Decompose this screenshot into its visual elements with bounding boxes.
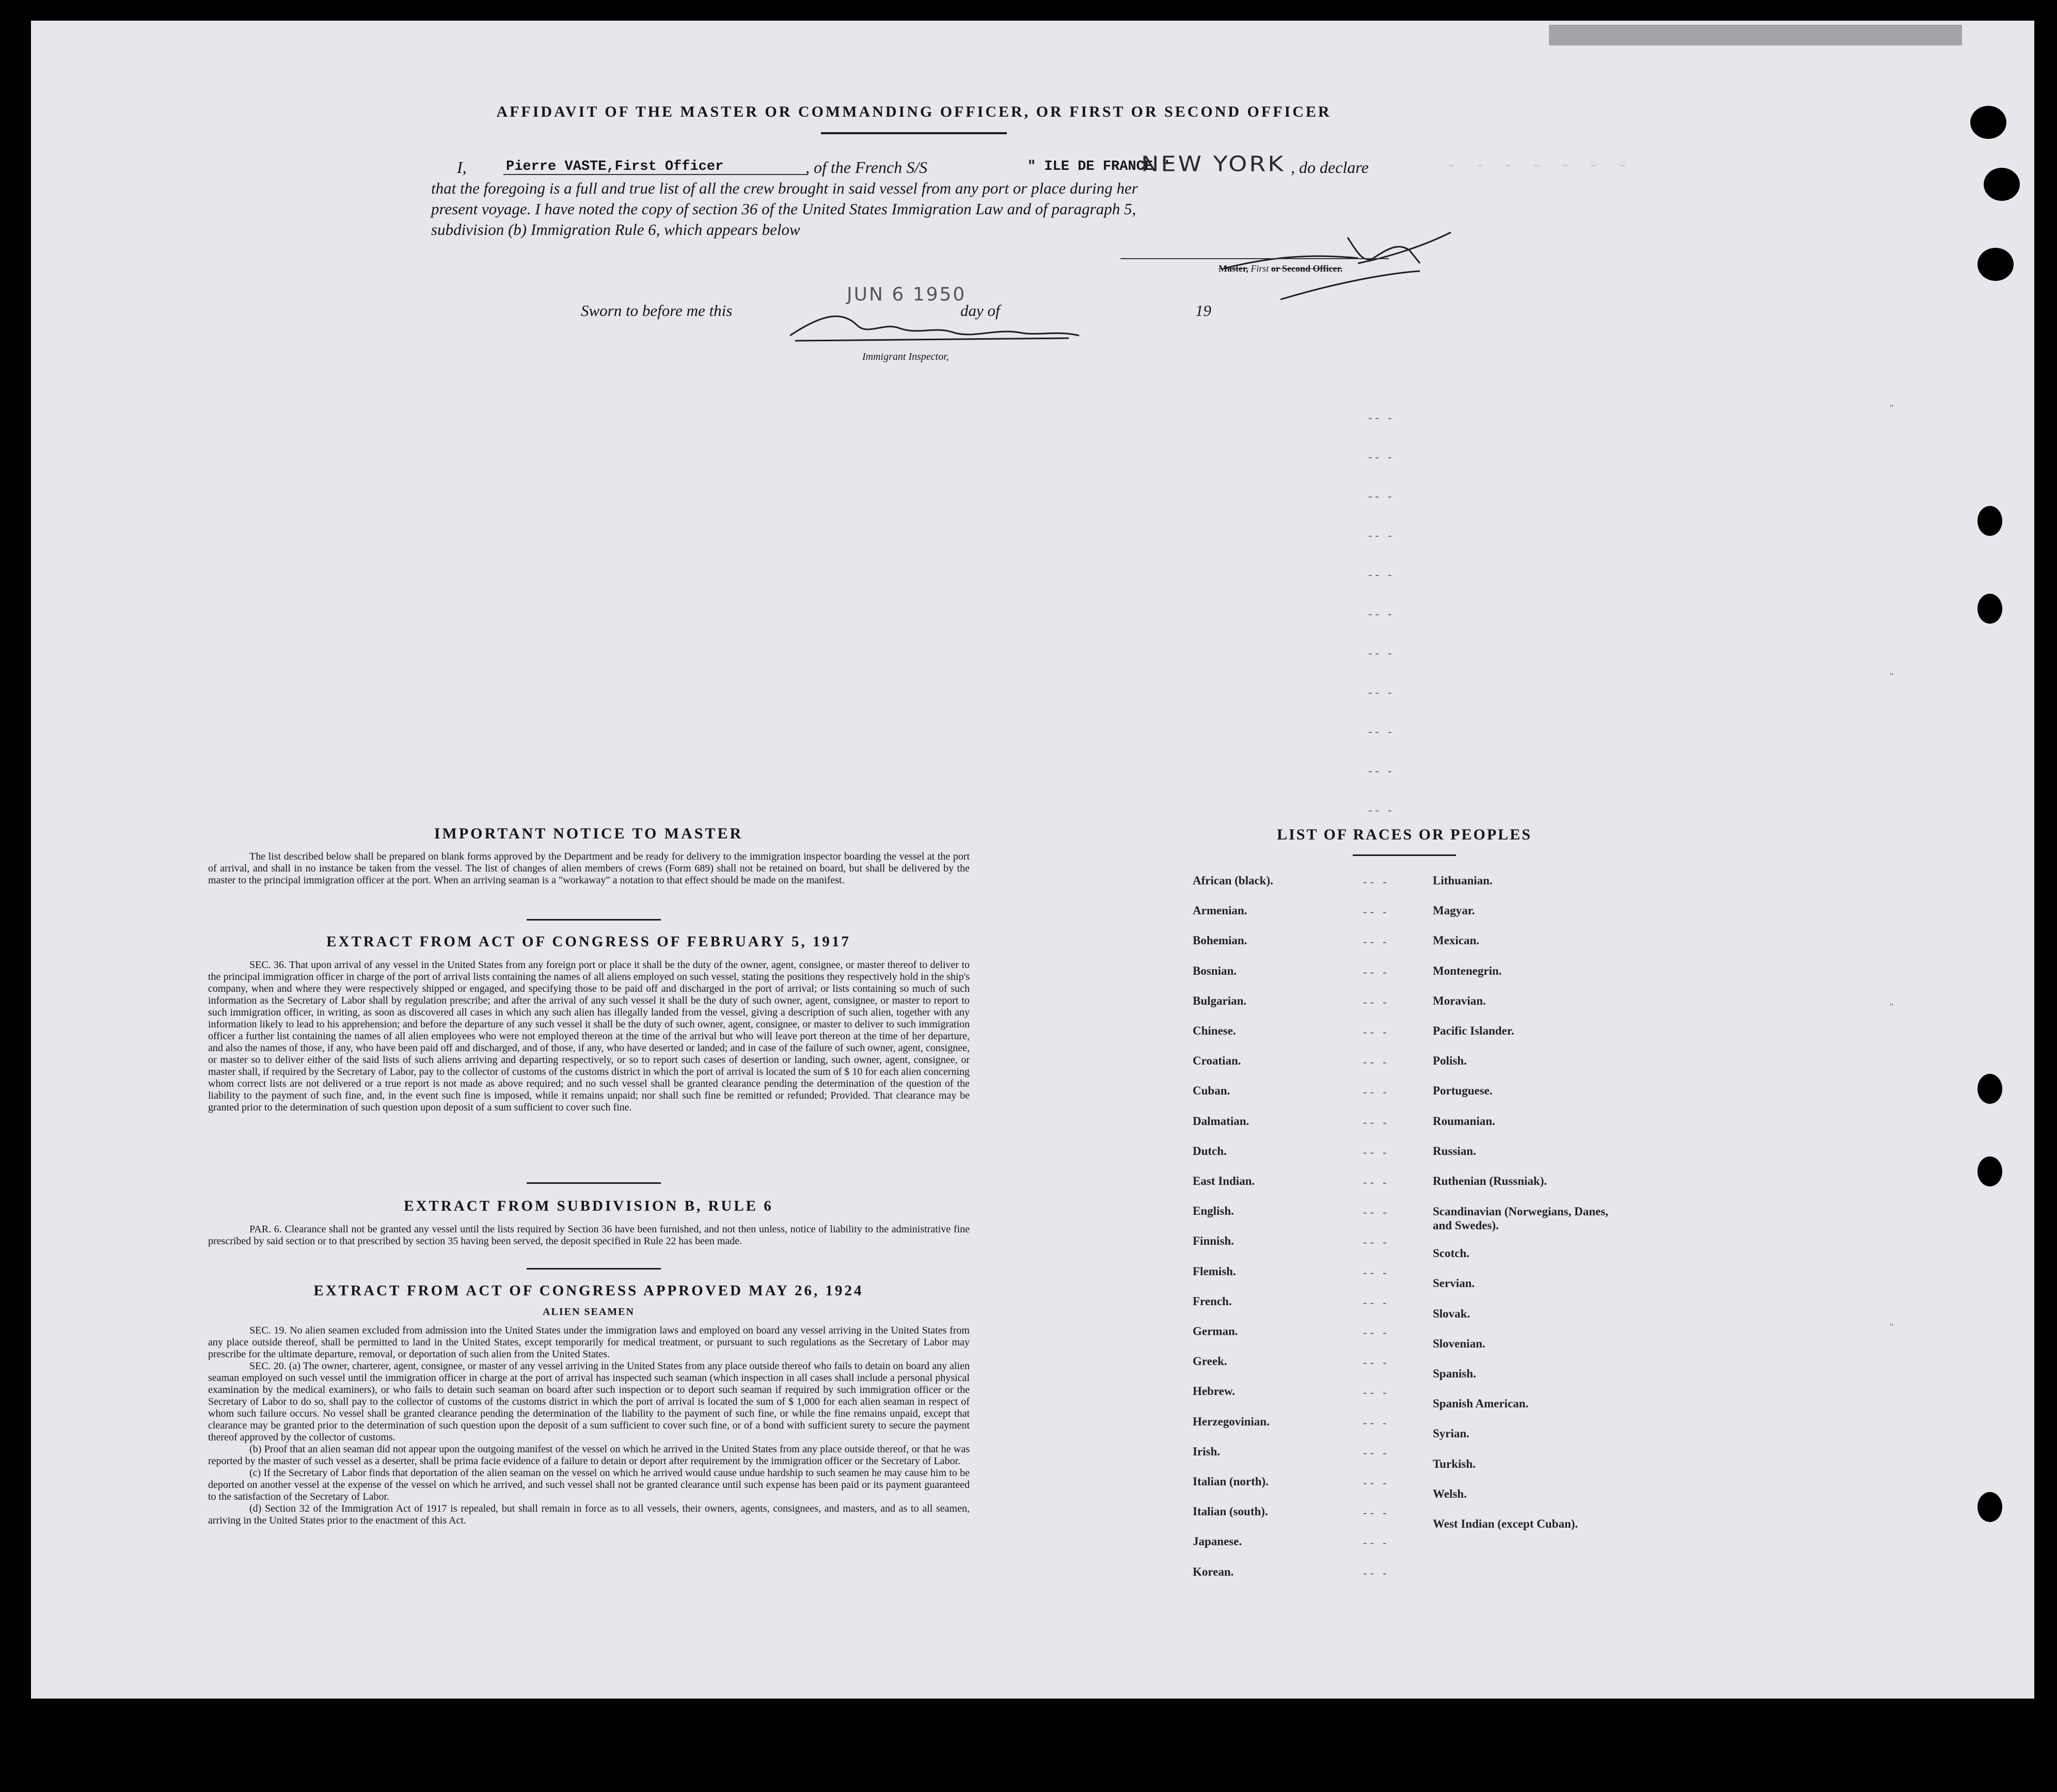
ditto-mark: " xyxy=(1890,1322,1894,1332)
race-dash: -- - xyxy=(1363,905,1390,918)
extract-1924-subtitle: ALIEN SEAMEN xyxy=(543,1306,635,1318)
race-dash: -- - xyxy=(1363,1446,1390,1459)
row-dash: -- - xyxy=(1368,607,1395,620)
race-item: Cuban. xyxy=(1193,1084,1230,1098)
race-item: Syrian. xyxy=(1433,1427,1469,1440)
race-dash: -- - xyxy=(1363,1386,1390,1399)
race-item: French. xyxy=(1193,1294,1232,1308)
race-item: Mexican. xyxy=(1433,934,1480,947)
race-item: Turkish. xyxy=(1433,1457,1476,1470)
race-item: West Indian (except Cuban). xyxy=(1433,1517,1578,1530)
sec20b-body: (b) Proof that an alien seaman did not appear upon the outgoing manifest of the vessel on which he arrived in the United States from any place outside thereof, or that he was reported by the master of such vessel as a deserter, shall be prima facie evidence of a failure to detain or deport after requirement by the immigration officer or the Secretary of Labor. xyxy=(208,1444,970,1467)
race-item: Slovak. xyxy=(1433,1307,1470,1320)
race-dash: -- - xyxy=(1363,1055,1390,1069)
binder-hole xyxy=(1977,248,2014,281)
binder-hole xyxy=(1977,506,2002,536)
races-title-underline xyxy=(1353,854,1456,856)
affidavit-line2: that the foregoing is a full and true list of all the crew brought in said vessel from any port or place during her xyxy=(431,179,1138,197)
affidavit-line1-mid: , of the French S/S xyxy=(805,158,928,177)
race-dash: -- - xyxy=(1363,1085,1390,1099)
race-item: Ruthenian (Russniak). xyxy=(1433,1175,1547,1187)
race-dash: -- - xyxy=(1363,1235,1390,1249)
race-dash: -- - xyxy=(1363,1145,1390,1159)
race-item: Finnish. xyxy=(1193,1234,1234,1248)
race-item: Magyar. xyxy=(1433,904,1475,917)
day-of-text: day of xyxy=(960,302,1000,320)
sworn-text: Sworn to before me this xyxy=(581,302,733,320)
name-underline xyxy=(503,174,808,175)
inspector-signature xyxy=(780,305,1089,351)
inspector-caption: Immigrant Inspector, xyxy=(862,351,949,362)
section-divider xyxy=(527,1268,661,1270)
date-stamp: JUN 6 1950 xyxy=(847,284,967,305)
extract-1917-title: EXTRACT FROM ACT OF CONGRESS OF FEBRUARY 5, 1917 xyxy=(326,933,851,950)
race-dash: -- - xyxy=(1363,1536,1390,1549)
race-item: Italian (south). xyxy=(1193,1505,1268,1518)
race-item: Greek. xyxy=(1193,1355,1227,1368)
row-dash: -- - xyxy=(1368,411,1395,424)
sec19-body: SEC. 19. No alien seamen excluded from admission into the United States under the immigration laws and employed on board any vessel arriving in the United States from any place outside thereof, shall be permitted to land in the United States, except temporarily for medical treatment, or pursuant to such regulations as the Secretary of Labor may prescribe for the ultimate departure, removal, or deportation of such alien from the United States. xyxy=(208,1325,970,1360)
extract-1917-body: SEC. 36. That upon arrival of any vessel in the United States from any foreign port or place it shall be the duty of the owner, agent, consignee, or master thereof to deliver to the principal immigration officer in charge of the port of arrival lists containing the names of all aliens employed on such vessel, stating the positions they respectively hold in the ship's company, when and where they were respectively shipped or engaged, and specifying those to be paid off and discharged in the port of arrival; or lists containing so much of such information as the Secretary of Labor shall by regulation prescribe; and after the arrival of any such vessel it shall be the duty of such owner, agent, consignee, or master to report to such immigration officer, in writing, as soon as discovered all cases in which any such alien has illegally landed from the vessel, giving a description of such alien, together with any information likely to lead to his apprehension; and before the departure of any such vessel it shall be the duty of such owner, agent, consignee, or master to deliver to such immigration officer a further list containing the names of all alien employees who were not employed thereon at the time of the arrival but who will leave port thereon at the time of her departure, and also the names of those, if any, who have been paid off and discharged, and of those, if any, who have deserted or landed; and in case of the failure of such owner, agent, consignee, or master so to deliver either of the said lists of such aliens arriving and departing respectively, or so to report such cases of desertion or landing, such owner, agent, consignee, or master shall, if required by the Secretary of Labor, pay to the collector of customs of the customs district in which the port of arrival is located the sum of $ 10 for each alien concerning whom correct lists are not delivered or a true report is not made as above required; and no such vessel shall be granted clearance pending the determination of the question of the liability to the payment of such fine, and, in the event such fine is imposed, while it remains unpaid; nor shall such fine be remitted or refunded; Provided. That clearance may be granted prior to the determination of such question upon deposit of a sum sufficient to cover such fine. xyxy=(208,959,970,1113)
race-item: Spanish American. xyxy=(1433,1397,1529,1410)
race-dash: -- - xyxy=(1363,1476,1390,1489)
ditto-mark: " xyxy=(1890,403,1894,413)
affidavit-line4: subdivision (b) Immigration Rule 6, which appears below xyxy=(431,220,800,239)
race-dash: -- - xyxy=(1363,1416,1390,1429)
race-item: East Indian. xyxy=(1193,1175,1255,1187)
race-dash: -- - xyxy=(1363,995,1390,1008)
ditto-mark: " xyxy=(1890,1002,1894,1012)
race-item: Pacific Islander. xyxy=(1433,1024,1514,1037)
race-dash: -- - xyxy=(1363,965,1390,978)
notice-title: IMPORTANT NOTICE TO MASTER xyxy=(434,825,743,842)
race-item: Montenegrin. xyxy=(1433,964,1502,977)
race-item: English. xyxy=(1193,1204,1234,1218)
race-item: Scandinavian (Norwegians, Danes, and Swedes). xyxy=(1433,1205,1608,1232)
binder-hole xyxy=(1970,106,2006,139)
row-dash: -- - xyxy=(1368,803,1395,816)
row-dash: -- - xyxy=(1368,489,1395,502)
race-item: Croatian. xyxy=(1193,1054,1241,1068)
sec20a-body: SEC. 20. (a) The owner, charterer, agent, consignee, or master of any vessel arriving in the United States from any place outside thereof who fails to detain on board any alien seaman employed on such vessel until the immigration officer in charge at the port of arrival has inspected such seaman (which inspection in all cases shall include a personal physical examination by the medical examiners), or who fails to detain such seaman on board after such inspection or to deport such seaman if required by such immigration officer or the Secretary of Labor to do so, shall pay to the collector of customs of the customs district in which the port of arrival is located the sum of $ 1,000 for each alien seaman in respect of whom such failure occurs. No vessel shall be granted clearance pending the determination of the liability to the payment of such fine, or while the fine remains unpaid, except that clearance may be granted prior to the determination of such question upon the deposit of a sum sufficient to cover such fine, or of a bond with sufficient surety to secure the payment thereof approved by the collector of customs. xyxy=(208,1360,970,1443)
race-item: Hebrew. xyxy=(1193,1385,1235,1398)
race-dash: -- - xyxy=(1363,1506,1390,1519)
sec20d-body: (d) Section 32 of the Immigration Act of 1917 is repealed, but shall remain in force as to all vessels, their owners, agents, consignees, and masters, and as to all seamen, arriving in the United States prior to the enactment of this Act. xyxy=(208,1503,970,1526)
race-item: Dalmatian. xyxy=(1193,1114,1249,1128)
races-title: LIST OF RACES OR PEOPLES xyxy=(1277,826,1532,843)
race-item: Chinese. xyxy=(1193,1024,1236,1037)
extract-1924-block xyxy=(208,1325,970,1527)
race-dash: -- - xyxy=(1363,1326,1390,1339)
ditto-mark: " xyxy=(1890,671,1894,681)
race-item: Bohemian. xyxy=(1193,934,1247,947)
race-item: Scotch. xyxy=(1433,1247,1469,1260)
vessel-name-typed: " ILE DE FRANCE " xyxy=(1027,159,1170,175)
race-item: Bulgarian. xyxy=(1193,994,1247,1007)
section-divider xyxy=(527,1182,661,1184)
race-dash: -- - xyxy=(1363,935,1390,948)
row-dash: -- - xyxy=(1368,568,1395,581)
extract-1924-title: EXTRACT FROM ACT OF CONGRESS APPROVED MAY 26, 1924 xyxy=(313,1282,864,1299)
race-item: Polish. xyxy=(1433,1054,1467,1068)
race-item: African (black). xyxy=(1193,874,1273,887)
caption-first: First xyxy=(1251,263,1269,274)
affidavit-line3: present voyage. I have noted the copy of section 36 of the United States Immigration Law and of paragraph 5, xyxy=(431,200,1136,218)
subdivision-b-body: PAR. 6. Clearance shall not be granted any vessel until the lists required by Section 36 have been furnished, and not then unless, notice of liability to the administrative fine prescribed by said section or to that prescribed by section 35 having been served, the deposit specified in Rule 22 has been made. xyxy=(208,1224,970,1247)
race-dash: -- - xyxy=(1363,1566,1390,1579)
title-underline xyxy=(821,132,1007,134)
binder-hole xyxy=(1977,1074,2002,1104)
row-dash: -- - xyxy=(1368,725,1395,738)
sec20c-body: (c) If the Secretary of Labor finds that deportation of the alien seaman on the vessel on which he arrived would cause undue hardship to such seamen he may cause him to be deported on another vessel at the expense of the vessel on which he arrived, and such vessel shall not be granted clearance until such expense has been paid or its payment guaranteed to the satisfaction of the Secretary of Labor. xyxy=(208,1467,970,1502)
caption-struck-master: Master, xyxy=(1219,263,1248,274)
row-dash: -- - xyxy=(1368,529,1395,542)
row-dash: -- - xyxy=(1368,764,1395,777)
row-dash: -- - xyxy=(1368,646,1395,659)
race-item: Spanish. xyxy=(1433,1367,1476,1380)
row-dash: -- - xyxy=(1368,450,1395,463)
binder-hole xyxy=(1984,168,2020,201)
race-item: Russian. xyxy=(1433,1144,1476,1157)
binder-hole xyxy=(1977,594,2002,624)
race-dash: -- - xyxy=(1363,1206,1390,1219)
officer-caption xyxy=(1219,263,1342,274)
race-dash: -- - xyxy=(1363,1025,1390,1038)
scan-smudge xyxy=(1549,25,1962,45)
subdivision-b-block xyxy=(208,1224,970,1247)
affidavit-title: AFFIDAVIT OF THE MASTER OR COMMANDING OFFICER, OR FIRST OR SECOND OFFICER xyxy=(496,103,1332,120)
extract-1917-block xyxy=(208,959,970,1114)
race-dash: -- - xyxy=(1363,1265,1390,1279)
row-dash: -- - xyxy=(1368,686,1395,699)
race-item: Flemish. xyxy=(1193,1264,1236,1278)
port-stamp: NEW YORK xyxy=(1141,151,1286,177)
binder-hole xyxy=(1977,1156,2002,1186)
section-divider xyxy=(527,919,661,921)
notice-body-block xyxy=(208,851,970,886)
race-item: Moravian. xyxy=(1433,994,1486,1007)
race-item: Korean. xyxy=(1193,1565,1234,1578)
race-item: Bosnian. xyxy=(1193,964,1237,977)
race-item: Lithuanian. xyxy=(1433,874,1493,887)
race-dash: -- - xyxy=(1363,1356,1390,1369)
show-through-text: - - - - - - - xyxy=(1446,155,1631,176)
race-item: Slovenian. xyxy=(1433,1337,1485,1350)
affidavit-line1-end: , do declare xyxy=(1291,158,1369,177)
race-item: Irish. xyxy=(1193,1445,1221,1458)
race-dash: -- - xyxy=(1363,1295,1390,1309)
race-item: Welsh. xyxy=(1433,1487,1467,1500)
signature-line xyxy=(1120,258,1389,259)
race-item: Servian. xyxy=(1433,1277,1475,1290)
year-prefix: 19 xyxy=(1195,302,1211,320)
race-item: German. xyxy=(1193,1325,1238,1338)
race-item: Armenian. xyxy=(1193,904,1247,917)
caption-struck-second: or Second Officer. xyxy=(1271,263,1343,274)
race-item: Portuguese. xyxy=(1433,1084,1493,1098)
notice-body: The list described below shall be prepared on blank forms approved by the Department and be ready for delivery to the immigration inspector boarding the vessel at the port of arrival, and shall in no instance be taken from the vessel. The list of changes of alien members of crews (Form 689) shall not be retained on board, but shall be delivered by the master to the principal immigration officer at the port. When an arriving seaman is a "workaway" a notation to that effect should be made on the manifest. xyxy=(208,851,970,886)
race-item: Japanese. xyxy=(1193,1535,1242,1548)
race-item: Roumanian. xyxy=(1433,1114,1495,1128)
race-dash: -- - xyxy=(1363,1115,1390,1129)
race-dash: -- - xyxy=(1363,875,1390,888)
race-item: Italian (north). xyxy=(1193,1475,1269,1488)
affidavit-i: I, xyxy=(457,158,467,177)
binder-hole xyxy=(1977,1492,2002,1522)
race-item: Herzegovinian. xyxy=(1193,1415,1270,1428)
subdivision-b-title: EXTRACT FROM SUBDIVISION B, RULE 6 xyxy=(404,1198,773,1214)
race-item: Dutch. xyxy=(1193,1144,1227,1157)
race-dash: -- - xyxy=(1363,1176,1390,1188)
officer-name-typed: Pierre VASTE,First Officer xyxy=(506,159,724,175)
